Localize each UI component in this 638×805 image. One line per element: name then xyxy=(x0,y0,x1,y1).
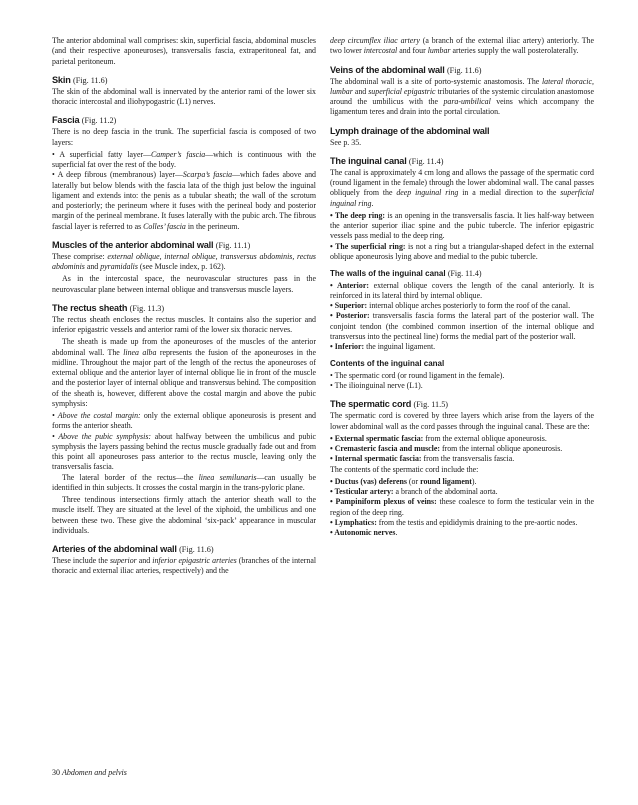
subheading-contents xyxy=(330,359,594,370)
heading-text: Muscles of the anterior abdominal wall xyxy=(52,239,214,250)
emphasis: intercostal xyxy=(363,46,398,56)
bold-term: • Lymphatics: xyxy=(330,517,377,527)
emphasis: inferior epigastric arteries xyxy=(152,556,237,565)
text: (see Muscle index, p. 162). xyxy=(137,262,226,271)
cord-paragraph-1: The spermatic cord is covered by three layers which arise from the layers of the lower abdominal wall as the cord passes through the inguinal canal. These are the: xyxy=(330,411,594,431)
figure-ref: (Fig. 11.3) xyxy=(129,303,165,313)
text: internal oblique arches posteriorly to form the roof of the canal. xyxy=(367,301,571,310)
text: from the testis and epididymis draining to the pre-aortic nodes. xyxy=(376,517,578,527)
emphasis: linea semilunaris xyxy=(198,472,257,482)
cord-content-pampiniform xyxy=(330,497,594,518)
heading-text: Skin xyxy=(52,74,71,85)
figure-ref: (Fig. 11.5) xyxy=(413,400,449,410)
walls-bullet-posterior xyxy=(330,311,594,342)
lymph-paragraph: See p. 35. xyxy=(330,137,362,147)
emphasis: superficial epigastric xyxy=(368,86,436,96)
bold-term: • Testicular artery: xyxy=(330,487,394,496)
text: . xyxy=(371,198,374,208)
fascia-paragraph: There is no deep fascia in the trunk. The superficial fascia is composed of two layers: xyxy=(52,127,316,147)
emphasis: pyramidalis xyxy=(100,262,138,271)
emphasis: Scarpa’s fascia xyxy=(182,170,233,180)
text: The sheath is made up from the aponeuroses of the muscles of the anterior abdominal wall. The xyxy=(52,337,316,357)
walls-bullet-superior xyxy=(330,301,594,311)
figure-ref: (Fig. 11.6) xyxy=(72,75,108,85)
heading-text: The rectus sheath xyxy=(52,302,128,313)
text: from the external oblique aponeurosis. xyxy=(423,433,547,443)
cord-content-ductus xyxy=(330,477,594,487)
sheath-paragraph-1: The rectus sheath encloses the rectus muscles. It contains also the superior and inferior epigastric vessels and anterior rami of the lower six thoracic nerves. xyxy=(52,314,316,334)
heading-text: Fascia xyxy=(52,115,80,126)
emphasis: Colles’ fascia xyxy=(143,221,186,231)
text: (or xyxy=(406,476,421,486)
text: represents the fusion of the aponeuroses in the midline. Throughout the major part of the length of the rectus the aponeuroses of external oblique and the anterior layer of internal oblique lie in front of the muscle and the posterior layer of internal oblique and transversus behind. The composition of the sheath is, however, different above the costal margin and above the pubic symphysis: xyxy=(52,347,316,408)
heading-spermatic-cord xyxy=(330,399,594,410)
text: —can usually be identified in thin subjects. It crosses the costal margin in the trans-pyloric plane. xyxy=(52,472,316,492)
intro-paragraph: The anterior abdominal wall comprises: skin, superficial fascia, abdominal muscles (and their respective aponeuroses), transversalis fascia, extraperitoneal fat, and parietal peritoneum. xyxy=(52,36,316,66)
text: from the transversalis fascia. xyxy=(421,454,515,464)
walls-bullet-inferior xyxy=(330,342,594,352)
text: • A superficial fatty layer— xyxy=(52,149,151,159)
heading-text: The walls of the inguinal canal xyxy=(330,269,446,278)
contents-bullet-1: • The spermatic cord (or round ligament in the female). xyxy=(330,370,505,380)
cord-bullet-external xyxy=(330,434,594,444)
text: —which fades above and laterally but below blends with the fascia lata of the thigh just below the inguinal ligament and extends into: the penis as a tubular sheath; the wall of the scrotum and posteriorly; the perineum where it fuses with the perineal body and posterior margin of the perineal membrane. It fuses laterally with the pubic arch. The fibrous fascial layer is referred to as xyxy=(52,170,316,231)
figure-ref: (Fig. 11.2) xyxy=(81,116,117,126)
text: about halfway between the umbilicus and pubic symphysis the layers passing behind the rectus muscle gradually fade out and from this point all aponeuroses pass anterior to the rectus muscle, leaving only the transversalis fascia. xyxy=(52,431,316,472)
veins-paragraph xyxy=(330,77,594,118)
heading-veins xyxy=(330,65,594,76)
heading-lymph xyxy=(330,126,594,137)
contents-bullet-2: • The ilioinguinal nerve (L1). xyxy=(330,381,423,390)
canal-bullet-deep-ring xyxy=(330,211,594,242)
text: transversalis fascia forms the lateral part of the posterior wall. The conjoint tendon (the combined common insertion of the internal oblique and transversus into the pectineal line) forms the medial part of the posterior wall. xyxy=(330,311,594,341)
sheath-paragraph-2 xyxy=(52,337,316,409)
arteries-paragraph xyxy=(52,556,316,577)
cord-content-testicular-artery xyxy=(330,487,594,497)
bold-term: • Inferior: xyxy=(330,342,365,351)
text: the inguinal ligament. xyxy=(364,342,436,351)
emphasis: deep inguinal ring xyxy=(396,188,459,198)
text: (a branch of the external iliac artery) anteriorly. The two lower xyxy=(330,36,594,56)
text: and xyxy=(84,262,101,271)
sheath-bullet-1 xyxy=(52,411,316,432)
cord-content-autonomic xyxy=(330,528,594,538)
sheath-paragraph-4: Three tendinous intersections firmly attach the anterior sheath wall to the muscle itself. They are situated at the level of the xiphoid, the umbilicus and one between these two. These give the abdominal ‘six-pack’ appearance in muscular individuals. xyxy=(52,495,316,535)
emphasis: linea alba xyxy=(123,347,157,357)
text: only the external oblique aponeurosis is present and forms the anterior sheath. xyxy=(52,411,316,431)
heading-text: Veins of the abdominal wall xyxy=(330,64,445,75)
heading-inguinal-canal xyxy=(330,156,594,167)
canal-paragraph xyxy=(330,168,594,209)
text: ). xyxy=(471,476,477,486)
bold-term: • Cremasteric fascia and muscle: xyxy=(330,444,440,453)
fascia-bullet-2 xyxy=(52,170,316,232)
text: and xyxy=(352,86,369,96)
emphasis: lateral thoracic, lumbar xyxy=(330,76,594,96)
text: These include the xyxy=(52,556,110,565)
emphasis: para-umbilical xyxy=(443,97,491,106)
page-number: 30 xyxy=(52,768,60,777)
emphasis: lumbar xyxy=(427,46,451,56)
heading-text: Arteries of the abdominal wall xyxy=(52,544,177,554)
bold-term: • Anterior: xyxy=(330,280,369,290)
cord-content-lymphatics xyxy=(330,518,594,528)
emphasis: external oblique, internal oblique, transversus abdominis, rectus abdominis xyxy=(52,251,317,271)
emphasis: Camper’s fascia xyxy=(151,149,206,159)
text: these coalesce to form the testicular vein in the region of the deep ring. xyxy=(330,497,594,517)
heading-fascia xyxy=(52,115,316,126)
sheath-paragraph-3 xyxy=(52,473,316,494)
text: . xyxy=(395,528,398,537)
text: is an opening in the transversalis fascia. It lies half-way between the anterior superior iliac spine and the pubic tubercle. The inferior epigastric vessels pass medial to the deep ring. xyxy=(330,210,594,241)
figure-ref: (Fig. 11.1) xyxy=(215,240,251,250)
heading-muscles xyxy=(52,240,316,251)
page-footer xyxy=(52,768,127,777)
cord-bullet-cremasteric xyxy=(330,444,594,454)
bold-term: • Posterior: xyxy=(330,311,370,321)
muscles-paragraph-2: As in the intercostal space, the neurovascular structures pass in the neurovascular plane between internal oblique and transversus muscle layers. xyxy=(52,274,316,294)
bold-term: • The superficial ring: xyxy=(330,241,406,251)
text: in the perineum. xyxy=(185,221,240,231)
text: These comprise: xyxy=(52,251,108,261)
figure-ref: (Fig. 11.6) xyxy=(446,65,482,75)
text: The lateral border of the rectus—the xyxy=(62,472,199,482)
text: tributaries of the systemic circulation anastomose around the umbilicus with the xyxy=(330,86,594,106)
bold-term: • Pampiniform plexus of veins: xyxy=(330,497,437,507)
heading-arteries xyxy=(52,544,316,555)
skin-paragraph: The skin of the abdominal wall is innervated by the anterior rami of the lower six thoracic intercostal and iliohypogastric (L1) nerves. xyxy=(52,86,316,106)
heading-text: The spermatic cord xyxy=(330,399,412,410)
figure-ref: (Fig. 11.6) xyxy=(179,545,214,554)
text: • A deep fibrous (membranous) layer— xyxy=(52,170,183,180)
bold-term: • Internal spermatic fascia: xyxy=(330,454,422,464)
bold-term: • The deep ring: xyxy=(330,210,386,220)
emphasis: superficial inguinal ring xyxy=(330,188,594,208)
text: a branch of the abdominal aorta. xyxy=(393,487,498,496)
muscles-paragraph xyxy=(52,252,316,273)
emphasis: deep circumflex iliac artery xyxy=(330,36,420,45)
emphasis: superior xyxy=(109,556,137,565)
canal-bullet-superficial-ring xyxy=(330,242,594,263)
right-column xyxy=(330,36,594,538)
arteries-continued-paragraph xyxy=(330,36,594,57)
text: (branches of the internal thoracic and external iliac arteries, respectively) and the xyxy=(52,556,317,576)
bold-term: • Autonomic nerves xyxy=(330,528,396,537)
text: is not a ring but a triangular-shaped defect in the external oblique aponeurosis lying above and medial to the pubic tubercle. xyxy=(330,241,595,261)
bold-term: round ligament xyxy=(420,476,472,486)
text: from the internal oblique aponeurosis. xyxy=(440,444,563,453)
text: and xyxy=(136,556,153,565)
cord-paragraph-2: The contents of the spermatic cord include the: xyxy=(330,464,479,474)
figure-ref: (Fig. 11.4) xyxy=(408,156,444,166)
heading-text: Lymph drainage of the abdominal wall xyxy=(330,125,490,136)
text: The canal is approximately 4 cm long and allows the passage of the spermatic cord (round ligament in the female) through the lower abdominal wall. The canal passes obliquely from the xyxy=(330,167,594,198)
left-column xyxy=(52,36,316,579)
text: in a medial direction to the xyxy=(458,188,561,198)
text: veins which accompany the ligamentum teres and drain into the portal circulation. xyxy=(330,97,594,117)
walls-bullet-anterior xyxy=(330,281,594,302)
heading-text: The inguinal canal xyxy=(330,155,407,166)
bold-term: • External spermatic fascia: xyxy=(330,433,424,443)
text: The abdominal wall is a site of porto-systemic anastomosis. The xyxy=(330,76,542,86)
bold-term: • Ductus (vas) deferens xyxy=(330,476,407,486)
cord-bullet-internal xyxy=(330,454,594,464)
figure-ref: (Fig. 11.4) xyxy=(447,269,482,278)
sheath-bullet-2 xyxy=(52,432,316,473)
text: external oblique covers the length of the canal anteriorly. It is reinforced in its lateral third by internal oblique. xyxy=(330,280,594,300)
fascia-bullet-1 xyxy=(52,150,316,171)
running-title: Abdomen and pelvis xyxy=(62,768,127,777)
text: and four xyxy=(397,46,428,56)
subheading-walls xyxy=(330,269,594,280)
emphasis: • Above the costal margin: xyxy=(52,411,141,420)
bold-term: • Superior: xyxy=(330,301,368,310)
text: —which is continuous with the superficial fat over the rest of the body. xyxy=(52,149,316,169)
heading-skin xyxy=(52,75,316,86)
heading-rectus-sheath xyxy=(52,303,316,314)
heading-text: Contents of the inguinal canal xyxy=(330,359,445,369)
text: arteries supply the wall posterolaterally. xyxy=(450,46,579,56)
emphasis: • Above the pubic symphysis: xyxy=(52,431,152,441)
